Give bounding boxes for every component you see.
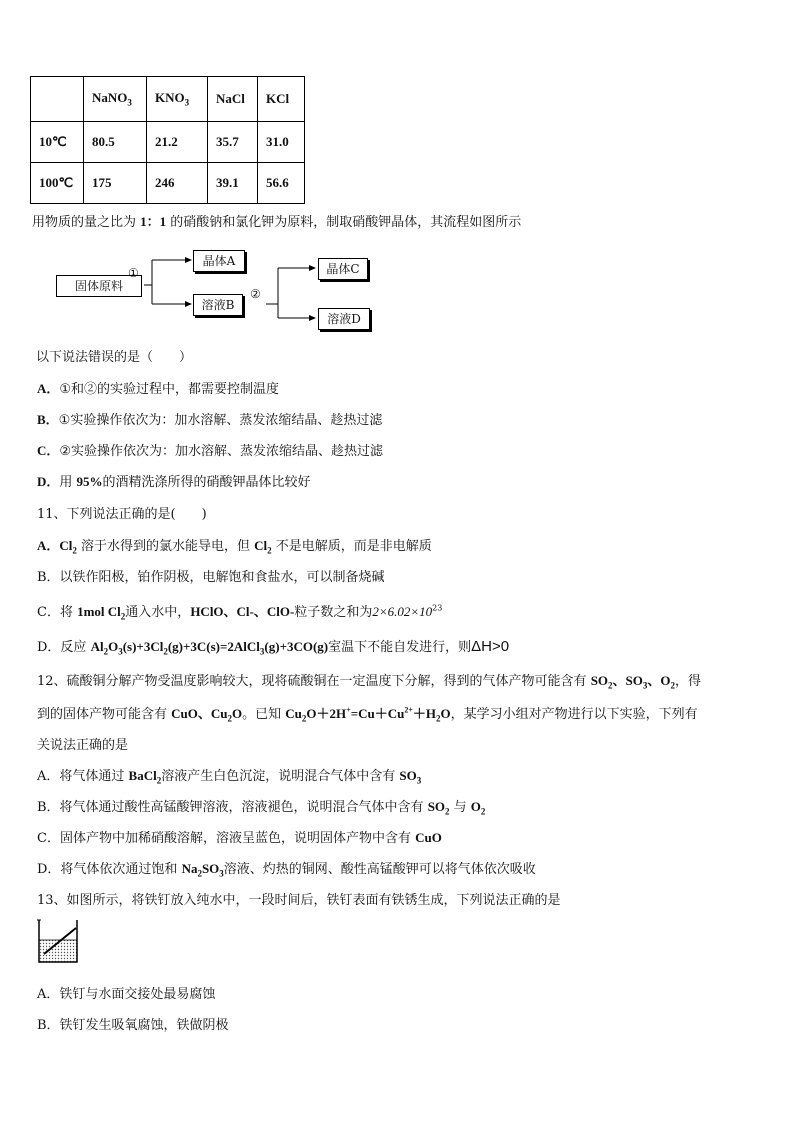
table-cell: 246: [147, 163, 208, 204]
q11-c-value: 2×6.02×10: [372, 604, 433, 619]
table-row: [31, 122, 305, 163]
q11-d-text: D．反应: [37, 640, 91, 655]
q12-line-1: 12、硫酸铜分解产物受温度影响较大，现将硫酸铜在一定温度下分解，得到的气体产物可能含有 $SO_2$、$SO_3$、$O_2$，得: [37, 673, 702, 691]
flow-solution-b-box: 溶液B: [193, 294, 243, 316]
q12-text: 12、硫酸铜分解产物受温度影响较大，现将硫酸铜在一定温度下分解，得到的气体产物可能含有: [37, 674, 587, 689]
q11-option-d: D．反应 $Al_2O_3(s)+3Cl_2(g)+3C(s)=2AlCl_3(g)+3CO(g)$室温下不能自发进行，则ΔH>0: [37, 638, 510, 657]
q11-option-a: A．$Cl_2$ 溶于水得到的氯水能导电，但 $Cl_2$ 不是电解质，而是非电解质: [37, 538, 432, 556]
q12-a-text: A．将气体通过: [37, 769, 129, 784]
q12-line-3: 关说法正确的是: [37, 738, 129, 753]
q10-option-c: [37, 440, 383, 459]
table-cell: 39.1: [208, 163, 258, 204]
q10-option-d: [37, 471, 311, 490]
q11-d-text-2: 室温下不能自发进行，则: [328, 640, 472, 655]
table-cell: 35.7: [208, 122, 258, 163]
header-nacl: NaCl: [208, 77, 258, 122]
q10-intro-text-2: 的硝酸钠和氯化钾为原料，制取硝酸钾晶体，其流程如图所示: [166, 215, 522, 230]
q12-text-2b: 。已知: [242, 707, 286, 722]
q11-c-species: HClO、Cl-、ClO-: [190, 604, 295, 619]
table-cell: 100℃: [31, 163, 84, 204]
option-text: ②实验操作依次为：加水溶解、蒸发浓缩结晶、趁热过滤: [59, 444, 384, 459]
header-nano3: NaNO$_3$: [84, 77, 147, 122]
table-header-row: [31, 77, 305, 122]
q11-a-text-2: 不是电解质，而是非电解质: [271, 539, 432, 554]
q12-b-text-2: 与: [449, 800, 471, 815]
option-text: 的酒精洗涤所得的硝酸钾晶体比较好: [102, 475, 311, 490]
flow-crystal-a-box: 晶体A: [193, 250, 245, 272]
q12-option-c: [37, 827, 442, 846]
option-label: B．: [37, 412, 59, 427]
q13-option-b: B．铁钉发生吸氧腐蚀，铁做阴极: [37, 1018, 229, 1033]
flow-solution-d-box: 溶液D: [318, 308, 370, 330]
q12-c-compound: CuO: [415, 830, 442, 845]
q11-a-text: 溶于水得到的氯水能导电，但: [81, 539, 255, 554]
q12-option-a: A．将气体通过 BaCl$_2$溶液产生白色沉淀，说明混合气体中含有 $SO_3$: [37, 768, 422, 786]
q10-option-a: [37, 378, 279, 397]
table-cell: 175: [84, 163, 147, 204]
table-cell: 21.2: [147, 122, 208, 163]
option-label: D．: [37, 474, 60, 489]
q11-option-b: B．以铁作阳极，铂作阴极，电解饱和食盐水，可以制备烧碱: [37, 570, 385, 585]
table-cell: 56.6: [258, 163, 305, 204]
q13-title: 13、如图所示，将铁钉放入纯水中，一段时间后，铁钉表面有铁锈生成，下列说法正确的是: [37, 893, 561, 908]
header-kcl: KCl: [258, 77, 305, 122]
q12-text-2a: 到的固体产物可能含有: [37, 707, 172, 722]
q11-c-exponent: 23: [432, 603, 443, 613]
q10-ratio: 1：1: [140, 214, 167, 229]
q11-c-text-3: 粒子数之和为: [294, 605, 373, 620]
option-text: 用: [59, 475, 77, 490]
q10-option-b: [37, 409, 382, 428]
q12-a-text-2: 溶液产生白色沉淀，说明混合气体中含有: [161, 769, 400, 784]
table-cell: 31.0: [258, 122, 305, 163]
q12-b-text: B．将气体通过酸性高锰酸钾溶液，溶液褪色，说明混合气体中含有: [37, 800, 428, 815]
solubility-table: [30, 76, 305, 204]
q13-option-a: A．铁钉与水面交接处最易腐蚀: [37, 987, 216, 1002]
flow-step-1: ①: [128, 266, 139, 280]
beaker-nail-figure: [36, 918, 84, 968]
table-cell: 10℃: [31, 122, 84, 163]
flow-start-box: 固体原料: [56, 275, 142, 297]
q12-c-text: C．固体产物中加稀硝酸溶解，溶液呈蓝色，说明固体产物中含有: [37, 831, 416, 846]
table-row: [31, 163, 305, 204]
q11-c-amount: 1mol Cl: [77, 604, 121, 619]
q11-title: 11、下列说法正确的是( ): [37, 507, 207, 522]
q12-d-text: D．将气体依次通过饱和: [37, 862, 182, 877]
q12-d-text-2: 溶液、灼热的铜网、酸性高锰酸钾可以将气体依次吸收: [223, 862, 536, 877]
table-cell: 80.5: [84, 122, 147, 163]
q12-text-2c: ，某学习小组对产物进行以下实验，下列有: [450, 707, 698, 722]
q10-intro: [32, 211, 521, 230]
header-kno3: $KNO_3$: [147, 77, 208, 122]
q12-line-2: 到的固体产物可能含有 CuO、$Cu_2O$。已知 $Cu_2O+2H^+=Cu+Cu^{2+}+H_2O$，某学习小组对产物进行以下实验，下列有: [37, 705, 698, 724]
table-corner-cell: [31, 77, 84, 122]
q12-option-d: D．将气体依次通过饱和 $Na_2SO_3$溶液、灼热的铜网、酸性高锰酸钾可以将气体依次吸收: [37, 861, 536, 879]
flow-step-2: ②: [250, 287, 261, 301]
q12-text-end: ，得: [675, 674, 702, 689]
q11-d-condition: ΔH>0: [471, 638, 510, 655]
option-text: ①实验操作依次为：加水溶解、蒸发浓缩结晶、趁热过滤: [58, 413, 383, 428]
q11-c-text-2: 通入水中，: [125, 605, 191, 620]
option-label: A．: [37, 381, 60, 396]
option-text: ①和②的实验过程中，都需要控制温度: [59, 382, 280, 397]
q12-option-b: B．将气体通过酸性高锰酸钾溶液，溶液褪色，说明混合气体中含有 $SO_2$ 与 $O_2$: [37, 799, 486, 817]
flow-crystal-c-box: 晶体C: [318, 258, 368, 280]
q10-stem: 以下说法错误的是（ ）: [36, 350, 193, 365]
q11-c-text: C．将: [37, 605, 78, 620]
option-bold: 95%: [76, 474, 103, 489]
option-label: C．: [37, 443, 60, 458]
q11-option-c: C．将 1mol $Cl_2$通入水中，HClO、Cl-、ClO-粒子数之和为$2\times 6.02\times 10^{23}$: [37, 603, 443, 622]
q10-intro-text: 用物质的量之比为: [32, 215, 141, 230]
